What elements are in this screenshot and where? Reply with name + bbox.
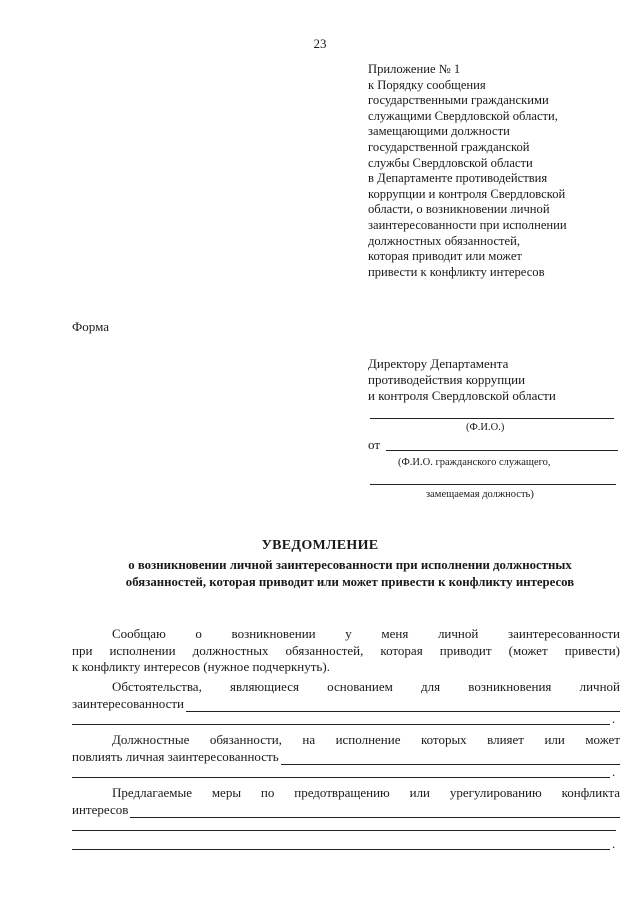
measures-period: . (612, 836, 616, 851)
form-label: Форма (72, 319, 109, 334)
appendix-line: замещающими должности (368, 124, 510, 139)
paragraph-line: заинтересованности (72, 695, 185, 711)
circumstances-row (72, 696, 620, 713)
position-line[interactable] (370, 484, 616, 485)
appendix-line: коррупции и контроля Свердловской (368, 186, 566, 201)
paragraph-line: к конфликту интересов (нужное подчеркнуть). (72, 659, 330, 674)
appendix-line: Приложение № 1 (368, 62, 461, 76)
addressee-line: противодействия коррупции (368, 372, 526, 387)
employee-caption: (Ф.И.О. гражданского служащего, (398, 457, 551, 468)
position-caption: замещаемая должность) (426, 489, 534, 500)
duties-period: . (612, 764, 616, 779)
paragraph-line: Должностные обязанности, на исполнение которых влияет или может (112, 732, 620, 747)
appendix-line: должностных обязанностей, (368, 233, 521, 248)
paragraph-declaration (72, 626, 620, 676)
appendix-line: которая приводит или может (368, 249, 522, 264)
paragraph-line: при исполнении должностных обязанностей, которая приводит (может привести) (72, 642, 620, 658)
appendix-line: к Порядку сообщения (368, 77, 486, 92)
appendix-line: служащими Свердловской области, (368, 108, 558, 123)
addressee-line: Директору Департамента (368, 356, 509, 371)
measures-field-line[interactable] (72, 830, 616, 831)
appendix-block (368, 62, 630, 280)
appendix-line: службы Свердловской области (368, 155, 533, 170)
paragraph-measures (72, 785, 620, 818)
measures-field-line[interactable] (72, 849, 610, 850)
circumstances-field[interactable] (186, 699, 620, 712)
circumstances-field-line[interactable] (72, 724, 610, 725)
paragraph-circumstances (72, 679, 620, 712)
notice-subtitle-line: обязанностей, которая приводит или может привести к конфликту интересов (125, 575, 575, 589)
addressee-block (368, 356, 630, 404)
notice-title: УВЕДОМЛЕНИЕ (261, 538, 379, 553)
circumstances-period: . (612, 711, 616, 726)
appendix-line: государственной гражданской (368, 139, 530, 154)
notice-subtitle (60, 557, 640, 591)
from-label: от (368, 437, 381, 452)
paragraph-line: интересов (72, 801, 129, 817)
page-number: 23 (313, 36, 327, 51)
paragraph-duties (72, 732, 620, 765)
paragraph-line: повлиять личная заинтересованность (72, 748, 279, 764)
duties-row (72, 749, 620, 766)
paragraph-line: Обстоятельства, являющиеся основанием для возникновения личной (112, 679, 620, 694)
appendix-line: государственными гражданскими (368, 93, 549, 108)
measures-row (72, 802, 620, 819)
appendix-line: области, о возникновении личной (368, 202, 550, 217)
measures-field[interactable] (130, 805, 620, 818)
notice-subtitle-line: о возникновении личной заинтересованности при исполнении должностных (128, 558, 572, 572)
duties-field[interactable] (281, 752, 620, 765)
appendix-line: в Департаменте противодействия (368, 171, 548, 186)
paragraph-line: Предлагаемые меры по предотвращению или урегулированию конфликта (112, 785, 620, 800)
addressee-line: и контроля Свердловской области (368, 388, 556, 403)
director-fio-line[interactable] (370, 418, 614, 419)
appendix-line: заинтересованности при исполнении (368, 217, 567, 232)
fio-caption: (Ф.И.О.) (466, 422, 505, 433)
employee-fio-line[interactable] (386, 450, 618, 451)
duties-field-line[interactable] (72, 777, 610, 778)
paragraph-line: Сообщаю о возникновении у меня личной заинтересованности (112, 626, 620, 641)
appendix-line: привести к конфликту интересов (368, 264, 545, 279)
